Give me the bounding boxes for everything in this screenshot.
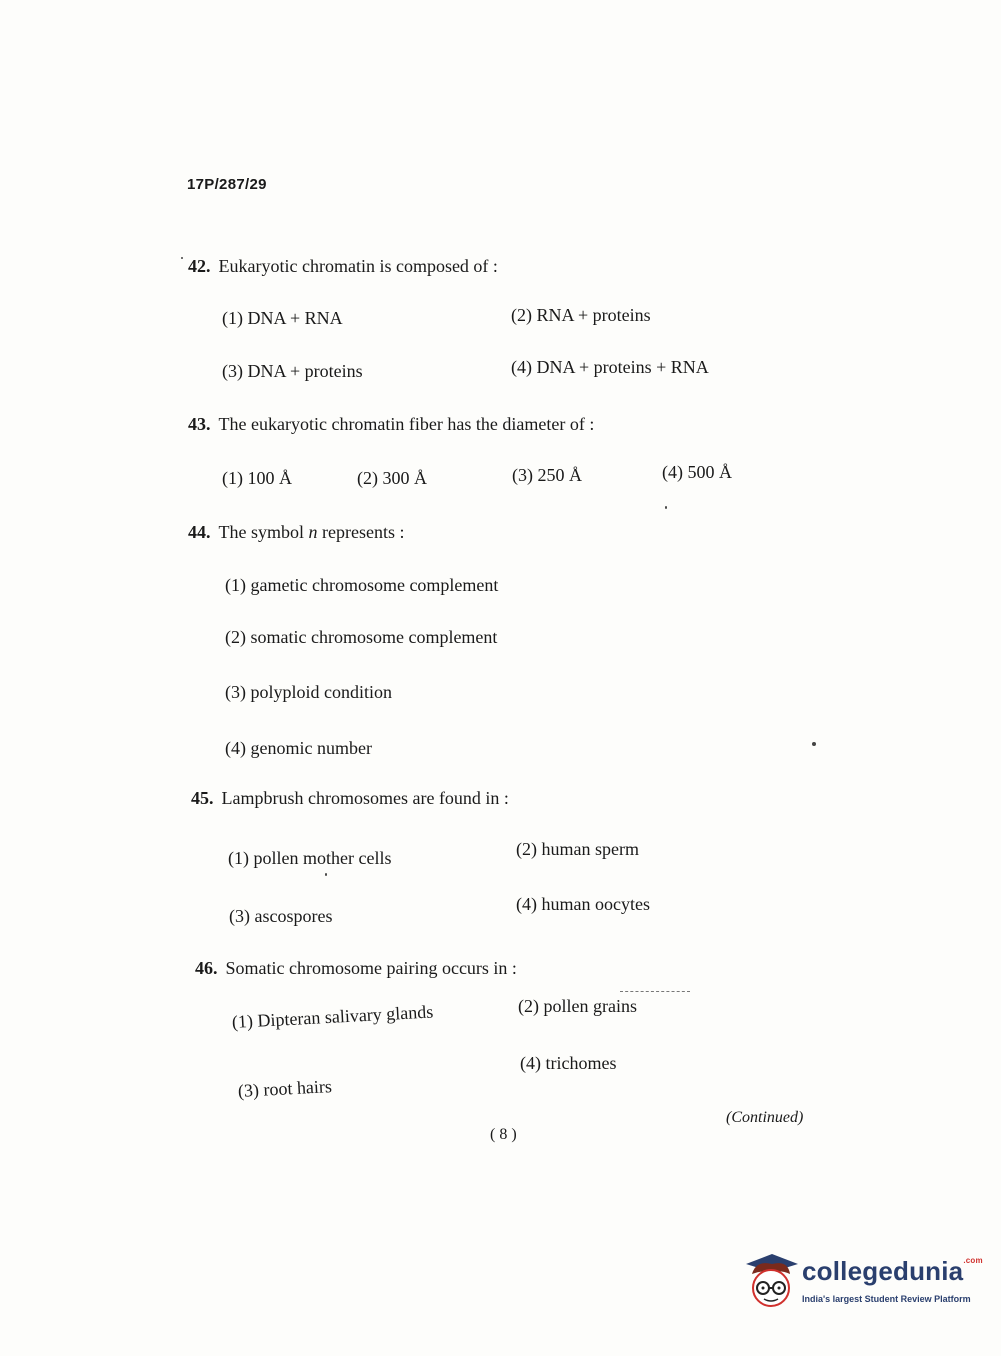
question-43 bbox=[188, 414, 594, 435]
question-text: Eukaryotic chromatin is composed of : bbox=[218, 256, 498, 276]
question-number: 42. bbox=[188, 256, 211, 276]
q42-option-3: (3) DNA + proteins bbox=[222, 361, 363, 381]
q43-option-4: (4) 500 Å bbox=[662, 462, 732, 482]
logo-suffix: .com bbox=[963, 1256, 983, 1265]
question-number: 43. bbox=[188, 414, 211, 434]
q45-option-2: (2) human sperm bbox=[516, 839, 639, 859]
question-text: Lampbrush chromosomes are found in : bbox=[221, 788, 509, 808]
q44-option-1: (1) gametic chromosome complement bbox=[225, 575, 499, 595]
question-text: Somatic chromosome pairing occurs in : bbox=[225, 958, 517, 978]
scan-speck bbox=[812, 742, 816, 746]
q46-option-2: (2) pollen grains bbox=[518, 996, 637, 1016]
scan-speck bbox=[181, 257, 183, 259]
q45-option-3: (3) ascospores bbox=[229, 906, 333, 926]
question-text-prefix: The symbol bbox=[218, 522, 304, 542]
page-number: ( 8 ) bbox=[490, 1126, 517, 1143]
q42-option-2: (2) RNA + proteins bbox=[511, 305, 651, 325]
symbol-n: n bbox=[308, 522, 318, 542]
question-number: 44. bbox=[188, 522, 211, 542]
question-44 bbox=[188, 522, 404, 543]
q44-option-3: (3) polyploid condition bbox=[225, 682, 392, 702]
question-45 bbox=[191, 788, 509, 809]
scan-mark bbox=[620, 991, 690, 993]
question-46 bbox=[195, 958, 517, 979]
question-text-suffix: represents : bbox=[322, 522, 405, 542]
q43-option-3: (3) 250 Å bbox=[512, 465, 582, 485]
mascot-icon bbox=[742, 1250, 800, 1312]
q46-option-4: (4) trichomes bbox=[520, 1053, 617, 1073]
scan-speck bbox=[325, 873, 327, 876]
question-text: The eukaryotic chromatin fiber has the diameter of : bbox=[218, 414, 595, 434]
question-number: 45. bbox=[191, 788, 214, 808]
q43-option-2: (2) 300 Å bbox=[357, 468, 427, 488]
collegedunia-logo bbox=[742, 1250, 983, 1320]
q42-option-4: (4) DNA + proteins + RNA bbox=[511, 357, 709, 377]
question-number: 46. bbox=[195, 958, 218, 978]
paper-code: 17P/287/29 bbox=[187, 176, 267, 193]
logo-wordmark bbox=[802, 1256, 983, 1287]
q43-option-1: (1) 100 Å bbox=[222, 468, 292, 488]
q46-option-3: (3) root hairs bbox=[237, 1076, 333, 1101]
q45-option-4: (4) human oocytes bbox=[516, 894, 650, 914]
scan-speck bbox=[665, 506, 667, 509]
logo-tagline: India's largest Student Review Platform bbox=[802, 1294, 971, 1304]
question-42 bbox=[188, 256, 498, 277]
q45-option-1: (1) pollen mother cells bbox=[228, 848, 392, 868]
q46-option-1: (1) Dipteran salivary glands bbox=[231, 1001, 434, 1032]
q42-option-1: (1) DNA + RNA bbox=[222, 308, 343, 328]
q44-option-2: (2) somatic chromosome complement bbox=[225, 627, 498, 647]
continued-label: (Continued) bbox=[726, 1109, 804, 1126]
logo-brand: collegedunia bbox=[802, 1256, 964, 1286]
q44-option-4: (4) genomic number bbox=[225, 738, 372, 758]
